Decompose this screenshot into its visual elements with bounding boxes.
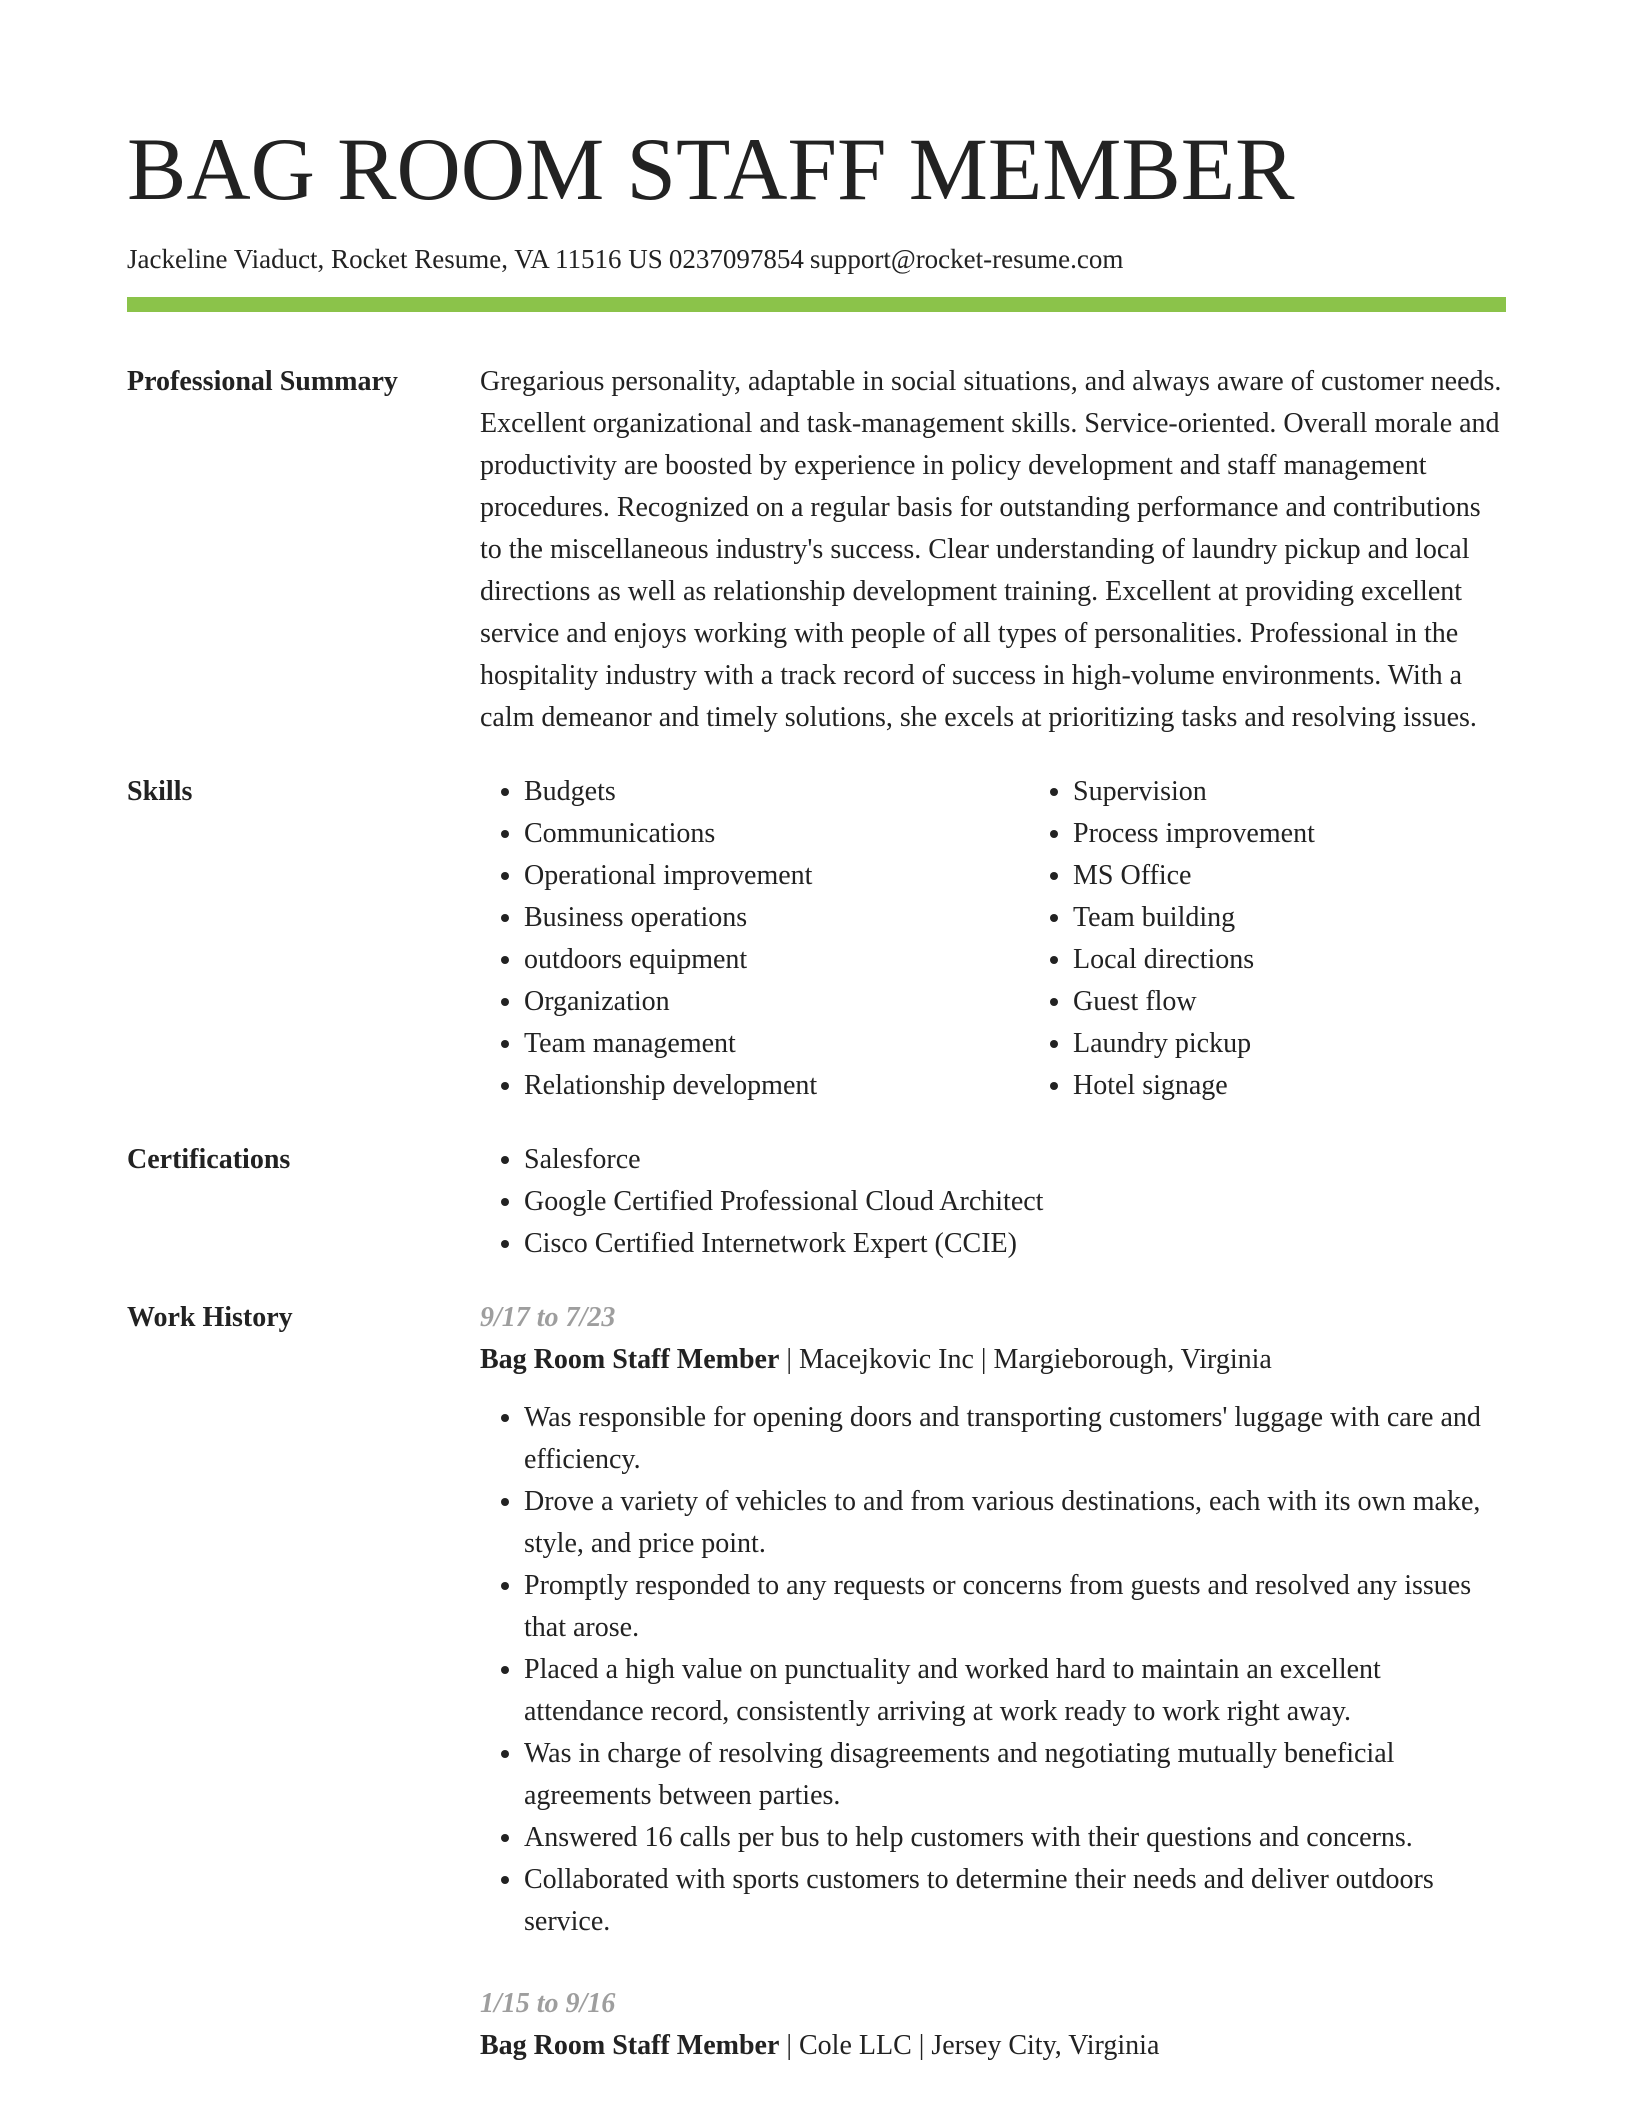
job-title: Bag Room Staff Member — [480, 1344, 780, 1375]
section-work-history — [127, 1297, 1506, 2107]
job-location: Jersey City, Virginia — [931, 2030, 1160, 2061]
job-dates: 9/17 to 7/23 — [480, 1302, 616, 1333]
job-entry — [480, 1297, 1506, 1943]
skill-item: • Team building — [1073, 897, 1315, 939]
certification-item: • Cisco Certified Internetwork Expert (CCIE) — [524, 1223, 1506, 1265]
skill-item: • MS Office — [1073, 855, 1315, 897]
skill-item: • Guest flow — [1073, 981, 1315, 1023]
section-skills — [127, 771, 1506, 1107]
job-bullet: • Was in charge of resolving disagreements and negotiating mutually beneficial agreements between parties. — [524, 1733, 1506, 1817]
section-certifications — [127, 1139, 1506, 1265]
certification-item: • Salesforce — [524, 1139, 1506, 1181]
certifications-list — [480, 1139, 1506, 1265]
job-entry — [480, 1983, 1506, 2067]
job-bullet: • Was responsible for opening doors and transporting customers' luggage with care and efficiency. — [524, 1397, 1506, 1481]
contact-address: Jackeline Viaduct, Rocket Resume, VA 11516 US — [127, 244, 663, 274]
section-professional-summary — [127, 361, 1506, 739]
skill-item: • Local directions — [1073, 939, 1315, 981]
skills-list-left — [480, 771, 1029, 1107]
resume-name: BAG ROOM STAFF MEMBER — [127, 121, 1295, 219]
job-bullet: • Placed a high value on punctuality and worked hard to maintain an excellent attendance record, consistently arriving at work ready to work right away. — [524, 1649, 1506, 1733]
job-heading: Bag Room Staff Member | Cole LLC | Jersey City, Virginia — [480, 2030, 1160, 2061]
skill-item: • outdoors equipment — [524, 939, 1029, 981]
job-title: Bag Room Staff Member — [480, 2030, 780, 2061]
job-company: Cole LLC — [798, 2030, 912, 2061]
summary-body — [480, 361, 1506, 739]
skill-item: • Organization — [524, 981, 1029, 1023]
skill-item: • Supervision — [1073, 771, 1315, 813]
skill-item: • Relationship development — [524, 1065, 1029, 1107]
skill-item: • Team management — [524, 1023, 1029, 1065]
summary-text: Gregarious personality, adaptable in social situations, and always aware of customer needs. Excellent organizational and task-management skills. Service-oriented. Overall morale and productivity are boosted by experience in policy development and staff management procedures. Recognized on a regular basis for outstanding performance and contributions to the miscellaneous industry's success. Clear understanding of laundry pickup and local directions as well as relationship development training. Excellent at providing excellent service and enjoys working with people of all types of personalities. Professional in the hospitality industry with a track record of success in high-volume environments. With a calm demeanor and timely solutions, she excels at prioritizing tasks and resolving issues. — [480, 366, 1502, 733]
job-company: Macejkovic Inc — [798, 1344, 974, 1375]
certification-item: • Google Certified Professional Cloud Architect — [524, 1181, 1506, 1223]
skill-item: • Communications — [524, 813, 1029, 855]
job-bullet: • Drove a variety of vehicles to and from various destinations, each with its own make, style, and price point. — [524, 1481, 1506, 1565]
contact-line — [127, 242, 1506, 276]
skill-item: • Budgets — [524, 771, 1029, 813]
skills-list-right — [1029, 771, 1315, 1107]
skills-body — [480, 771, 1506, 1107]
job-bullet: • Promptly responded to any requests or concerns from guests and resolved any issues that arose. — [524, 1565, 1506, 1649]
skill-item: • Business operations — [524, 897, 1029, 939]
job-bullet: • Collaborated with sports customers to determine their needs and deliver outdoors service. — [524, 1859, 1506, 1943]
skill-item: • Operational improvement — [524, 855, 1029, 897]
section-title-work-history: Work History — [127, 1302, 293, 1333]
section-title-certifications: Certifications — [127, 1144, 291, 1175]
skill-item: • Hotel signage — [1073, 1065, 1315, 1107]
skill-item: • Process improvement — [1073, 813, 1315, 855]
work-history-body — [480, 1297, 1506, 2107]
job-responsibilities — [480, 1397, 1506, 1943]
certifications-body — [480, 1139, 1506, 1265]
section-title-skills: Skills — [127, 776, 193, 807]
contact-phone: 0237097854 — [668, 244, 804, 274]
section-title-summary: Professional Summary — [127, 366, 398, 397]
skill-item: • Laundry pickup — [1073, 1023, 1315, 1065]
job-heading: Bag Room Staff Member | Macejkovic Inc | Margieborough, Virginia — [480, 1344, 1272, 1375]
job-location: Margieborough, Virginia — [993, 1344, 1272, 1375]
job-bullet: • Answered 16 calls per bus to help customers with their questions and concerns. — [524, 1817, 1506, 1859]
header-divider — [127, 297, 1506, 312]
job-dates: 1/15 to 9/16 — [480, 1988, 616, 2019]
contact-email[interactable]: support@rocket-resume.com — [809, 244, 1124, 274]
